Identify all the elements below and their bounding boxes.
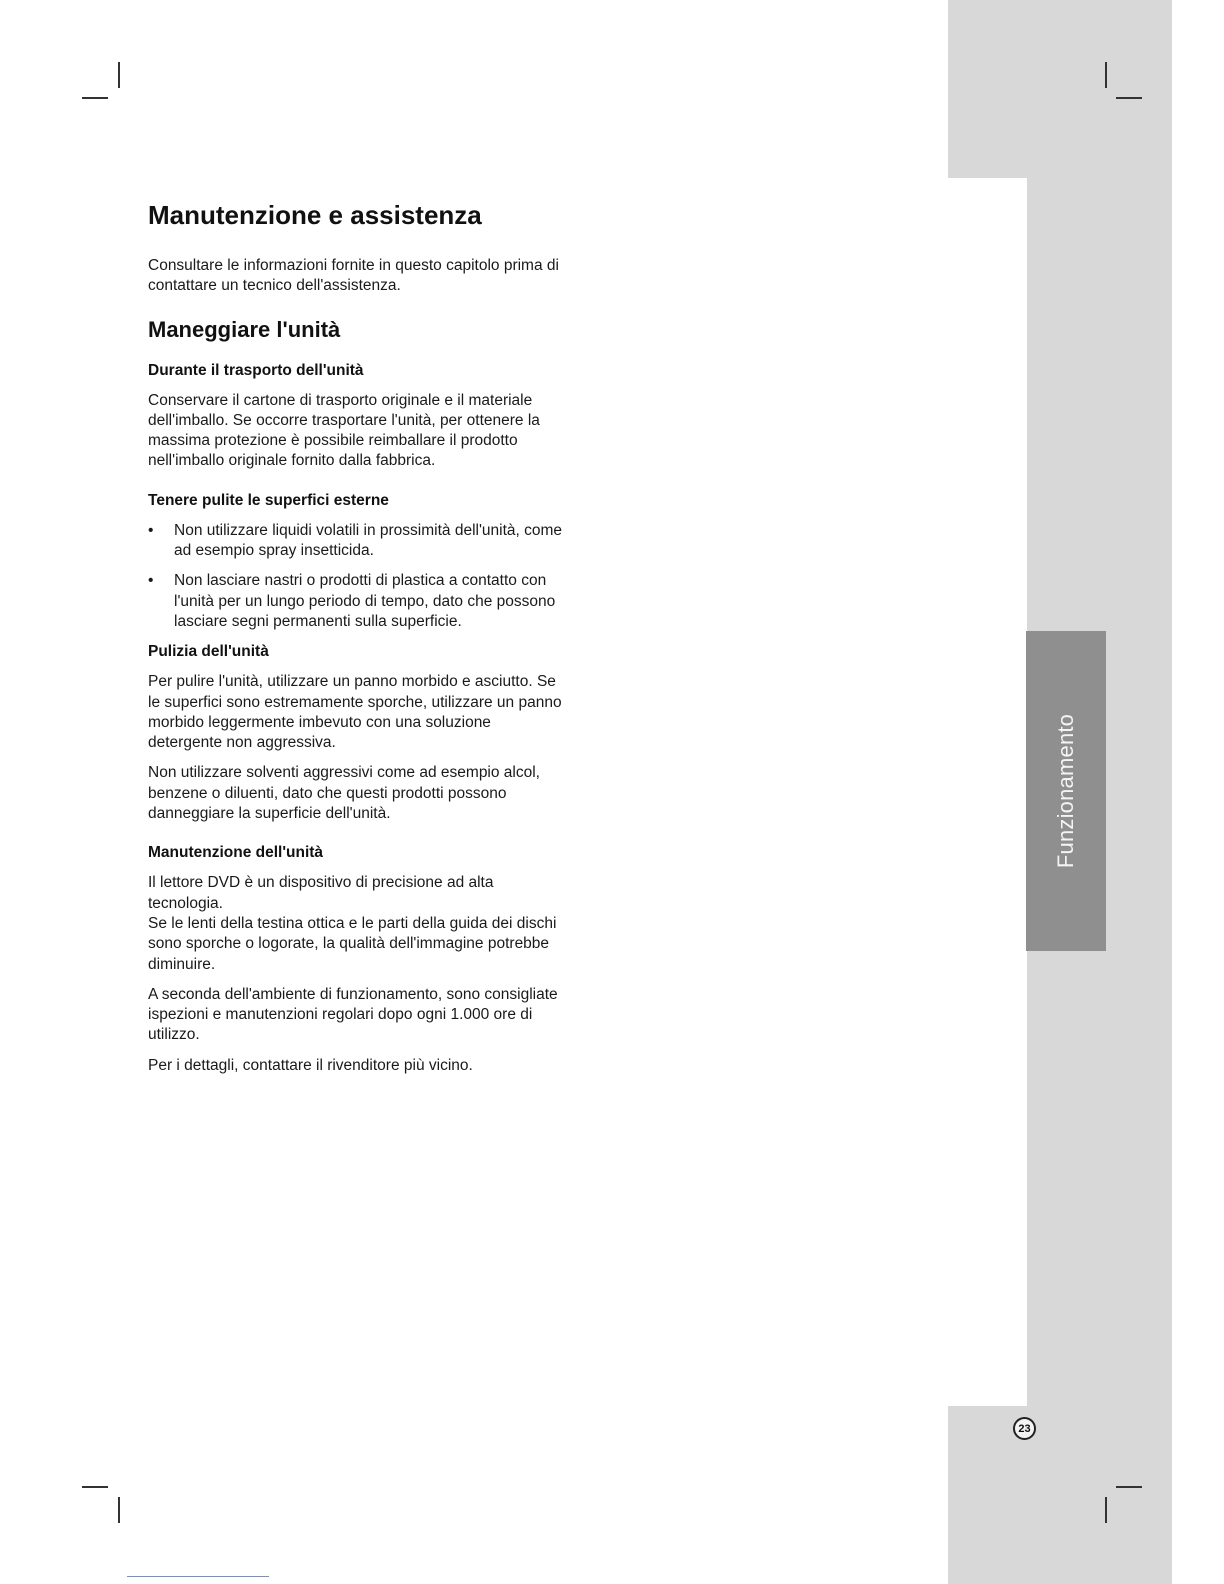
maintenance-paragraph: Se le lenti della testina ottica e le parti della guida dei dischi sono sporche o logorate, la qualità dell'immagine potrebbe diminuire.: [148, 914, 557, 973]
maintenance-paragraph: Il lettore DVD è un dispositivo di precisione ad alta tecnologia.: [148, 874, 494, 912]
list-item: [148, 571, 568, 632]
crop-mark: [82, 97, 108, 99]
intro-text: Consultare le informazioni fornite in questo capitolo prima di contattare un tecnico dell'assistenza.: [148, 257, 559, 295]
transport-text: Conservare il cartone di trasporto originale e il materiale dell'imballo. Se occorre trasportare l'unità, per ottenere la massima protezione è possibile reimballare il prodotto nell'imballo originale fornito dalla fabbrica.: [148, 391, 540, 470]
surfaces-list: [148, 521, 568, 632]
page-number: 23: [1013, 1417, 1036, 1440]
crop-mark: [82, 1486, 108, 1488]
section-title: Maneggiare l'unità: [148, 316, 341, 342]
bullet-icon: •: [148, 521, 154, 539]
maintenance-heading: Manutenzione dell'unità: [148, 844, 324, 862]
maintenance-paragraph: Per i dettagli, contattare il rivenditore più vicino.: [148, 1056, 473, 1074]
surfaces-heading: Tenere pulite le superfici esterne: [148, 491, 389, 509]
cleaning-heading: Pulizia dell'unità: [148, 643, 269, 661]
crop-mark: [1105, 62, 1107, 88]
bottom-rule: [127, 1576, 269, 1577]
list-item-text: Non utilizzare liquidi volatili in prossimità dell'unità, come ad esempio spray insetticida.: [174, 521, 563, 560]
crop-mark: [118, 1497, 120, 1523]
list-item-text: Non lasciare nastri o prodotti di plastica a contatto con l'unità per un lungo periodo di tempo, dato che possono lasciare segni permanenti sulla superficie.: [174, 572, 556, 630]
main-content: [148, 198, 568, 1086]
maintenance-paragraph: A seconda dell'ambiente di funzionamento, sono consigliate ispezioni e manutenzioni regolari dopo ogni 1.000 ore di utilizzo.: [148, 985, 558, 1044]
transport-heading: Durante il trasporto dell'unità: [148, 361, 364, 379]
bullet-icon: •: [148, 572, 154, 590]
section-tab: [1026, 631, 1106, 951]
crop-mark: [1116, 97, 1142, 99]
crop-mark: [118, 62, 120, 88]
cleaning-paragraph: Per pulire l'unità, utilizzare un panno morbido e asciutto. Se le superfici sono estremamente sporche, utilizzare un panno morbido leggermente imbevuto con una soluzione detergente non aggressiva.: [148, 673, 562, 752]
page-content-area: [948, 178, 1027, 1406]
list-item: [148, 521, 568, 562]
crop-mark: [1116, 1486, 1142, 1488]
crop-mark: [1105, 1497, 1107, 1523]
cleaning-paragraph: Non utilizzare solventi aggressivi come ad esempio alcol, benzene o diluenti, dato che questi prodotti possono danneggiare la superficie dell'unità.: [148, 764, 540, 823]
section-tab-label: Funzionamento: [1053, 713, 1078, 869]
page-title: Manutenzione e assistenza: [148, 200, 482, 230]
